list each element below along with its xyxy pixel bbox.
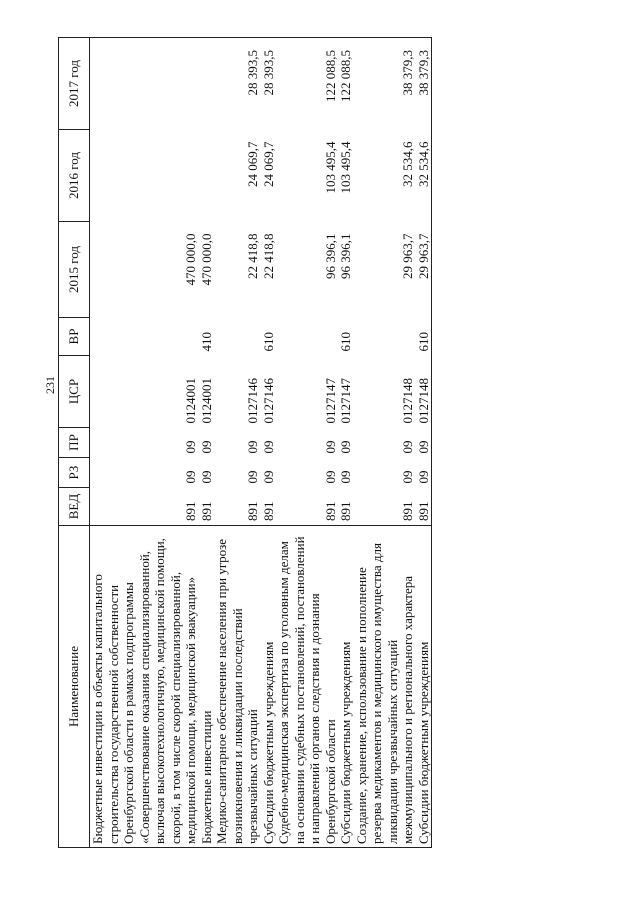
budget-table [58, 37, 432, 848]
row-2017: 38 379,3 [354, 38, 416, 130]
row-name: Бюджетные инвестиции [199, 526, 215, 848]
table-row [214, 38, 261, 848]
row-pr: 09 [245, 440, 260, 454]
row-ved: 891 [183, 501, 198, 521]
row-2016: 24 069,7 [245, 141, 260, 187]
row-2016 [90, 130, 199, 222]
header-name: Наименование [59, 526, 90, 848]
row-vr: 410 [198, 332, 214, 352]
row-pr: 09 [400, 440, 415, 454]
row-csr: 0127146 [260, 378, 276, 424]
row-rz: 09 [198, 470, 214, 484]
header-pr: ПР [59, 428, 90, 458]
table-row [261, 38, 277, 848]
row-csr: 0127147 [322, 378, 338, 424]
row-name: Субсидии бюджетным учреждениям [261, 526, 277, 848]
row-vr [214, 318, 261, 356]
row-ved: 891 [322, 501, 338, 521]
row-pr: 09 [198, 440, 214, 454]
table-row [354, 38, 416, 848]
table-row [90, 38, 199, 848]
row-2017: 28 393,5 [214, 38, 261, 130]
row-ved: 891 [416, 488, 432, 526]
row-csr: 0127146 [245, 378, 260, 424]
row-name: Создание, хранение, использование и пополнение резерва медикаментов и медицинского имущества для ликвидации чрезвычайных ситуаций межмуниципального и регионального характера [354, 526, 416, 848]
table-row [416, 38, 432, 848]
row-2015: 22 418,8 [260, 233, 276, 279]
row-name: Судебно-медицинская экспертиза по уголовным делам на основании судебных постановлений, постановлений и направлений органов следствия и дознания Оренбургской области [276, 526, 338, 848]
row-pr: 09 [416, 428, 432, 458]
header-2016: 2016 год [59, 130, 90, 222]
row-vr: 610 [416, 318, 432, 356]
row-pr: 09 [338, 440, 353, 454]
row-2016: 24 069,7 [260, 141, 276, 187]
row-rz: 09 [183, 470, 198, 484]
row-2015: 29 963,7 [400, 233, 415, 279]
header-2015: 2015 год [59, 222, 90, 318]
row-vr: 610 [338, 332, 353, 352]
row-2015: 96 396,1 [338, 233, 353, 279]
header-vr: ВР [59, 318, 90, 356]
row-ved: 891 [198, 501, 214, 521]
row-name: Субсидии бюджетным учреждениям [338, 526, 354, 848]
row-2016: 103 495,4 [338, 141, 353, 194]
row-name: Бюджетные инвестиции в объекты капитального строительства государственной собственности Оренбургской области в рамках подпрограммы «Совершенствование оказания специализированной, включая высокотехнологичную, медицинской помощи, скорой, в том числе скорой специализированной, медицинской помощи, медицинской эвакуации» [90, 526, 199, 848]
row-2017 [199, 38, 215, 130]
row-ved: 891 [400, 501, 415, 521]
row-ved: 891 [338, 501, 353, 521]
row-csr: 0127148 [416, 356, 432, 428]
row-pr: 09 [260, 440, 276, 454]
header-ved: ВЕД [59, 488, 90, 526]
row-2017 [90, 38, 199, 130]
row-pr: 09 [183, 440, 198, 454]
table-row [338, 38, 354, 848]
row-2016: 32 534,6 [400, 141, 415, 187]
row-2016: 32 534,6 [416, 130, 432, 222]
row-rz: 09 [260, 470, 276, 484]
row-pr: 09 [322, 440, 338, 454]
row-2015: 470 000,0 [183, 233, 198, 286]
row-2017: 28 393,5 [261, 38, 277, 130]
row-rz: 09 [416, 458, 432, 488]
row-ved: 891 [260, 501, 276, 521]
table-row [199, 38, 215, 848]
row-2015: 96 396,1 [322, 233, 338, 279]
row-2017: 122 088,5 [338, 38, 354, 130]
row-2015: 22 418,8 [245, 233, 260, 279]
table-row [276, 38, 338, 848]
row-vr: 610 [260, 332, 276, 352]
row-2017: 122 088,5 [276, 38, 338, 130]
row-vr [90, 318, 199, 356]
rotated-page [43, 38, 588, 848]
row-rz: 09 [400, 470, 415, 484]
table-header [59, 38, 90, 848]
page-number: 231 [43, 376, 57, 394]
row-csr: 0124001 [198, 378, 214, 424]
row-2016 [199, 130, 215, 222]
row-2017: 38 379,3 [416, 38, 432, 130]
header-2017: 2017 год [59, 38, 90, 130]
header-csr: ЦСР [59, 356, 90, 428]
row-csr: 0127147 [338, 378, 353, 424]
row-rz: 09 [322, 470, 338, 484]
row-name: Медико-санитарное обеспечение населения при угрозе возникновения и ликвидации последствий чрезвычайных ситуаций [214, 526, 261, 848]
row-csr: 0124001 [183, 378, 198, 424]
row-rz: 09 [338, 470, 353, 484]
row-name: Субсидии бюджетным учреждениям [416, 526, 432, 848]
row-vr [276, 318, 338, 356]
row-csr: 0127148 [400, 378, 415, 424]
row-ved: 891 [245, 501, 260, 521]
table-body [90, 38, 432, 848]
row-vr [354, 318, 416, 356]
header-rz: РЗ [59, 458, 90, 488]
row-2015: 470 000,0 [198, 233, 214, 286]
row-2015: 29 963,7 [416, 222, 432, 318]
row-2016: 103 495,4 [322, 141, 338, 194]
row-rz: 09 [245, 470, 260, 484]
